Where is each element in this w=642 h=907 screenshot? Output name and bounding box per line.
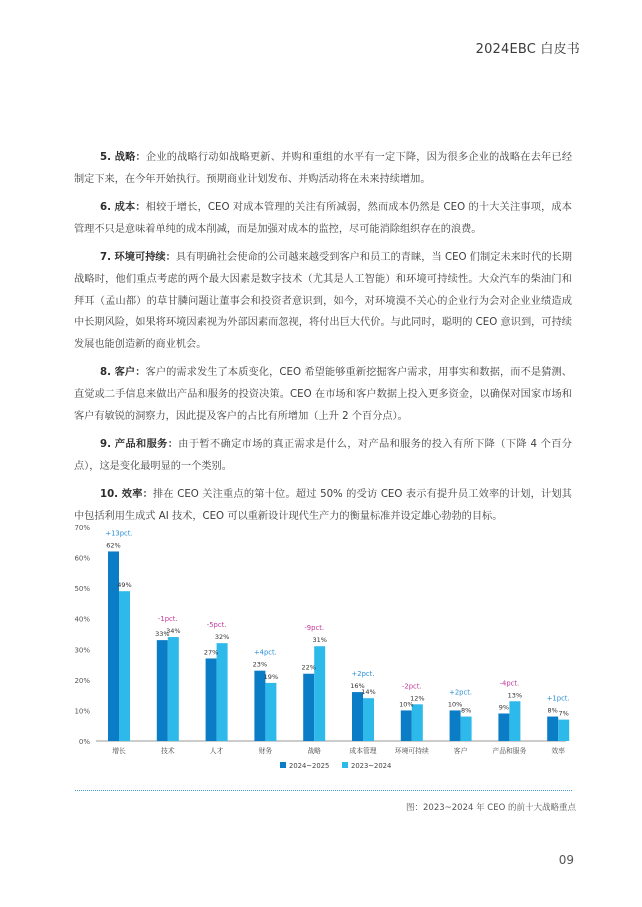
- y-tick-label: 60%: [74, 554, 90, 563]
- data-label-2023-2024: 13%: [507, 691, 523, 700]
- bar-2023-2024: [265, 683, 276, 741]
- data-label-2024-2025: 33%: [155, 630, 170, 639]
- bar-2023-2024: [558, 720, 569, 741]
- bar-2023-2024: [363, 698, 374, 741]
- paragraph-text: 由于暂不确定市场的真正需求是什么，对产品和服务的投入有所下降（下降 4 个百分点），这是变化最明显的一个类别。: [74, 439, 572, 472]
- bar-2024-2025: [352, 692, 363, 741]
- data-label-2023-2024: 34%: [166, 627, 181, 636]
- data-label-2023-2024: 12%: [410, 694, 425, 703]
- paragraph-lead: 10. 效率：: [100, 489, 153, 501]
- bar-2023-2024: [314, 646, 325, 741]
- y-tick-label: 50%: [74, 585, 90, 594]
- paragraph-lead: 8. 客户：: [100, 367, 146, 379]
- bar-2023-2024: [168, 637, 179, 741]
- y-tick-label: 40%: [74, 615, 90, 624]
- paragraph-products: [74, 434, 572, 477]
- data-label-2024-2025: 9%: [498, 703, 510, 712]
- x-tick-label: 技术: [161, 747, 175, 755]
- paragraph-text: 企业的战略行动如战略更新、并购和重组的水平有一定下降，因为很多企业的战略在去年已经制定下来，在今年开始执行。预期商业计划发布、并购活动将在未来持续增加。: [74, 152, 572, 185]
- bar-2024-2025: [254, 671, 265, 741]
- paragraph-sustainability: [74, 247, 572, 355]
- bar-chart: [0, 515, 642, 780]
- y-tick-label: 0%: [78, 738, 90, 746]
- change-label: -1pct.: [157, 615, 178, 624]
- legend-label: 2024~2025: [289, 762, 330, 770]
- data-label-2024-2025: 62%: [106, 541, 121, 550]
- bar-2023-2024: [412, 704, 423, 741]
- change-label: -5pct.: [206, 621, 227, 630]
- paragraph-lead: 5. 战略：: [100, 152, 146, 163]
- change-label: +4pct.: [253, 648, 277, 657]
- x-tick-label: 产品和服务: [492, 747, 527, 755]
- bar-2023-2024: [461, 717, 472, 741]
- divider: [75, 790, 572, 791]
- bar-2023-2024: [509, 701, 520, 741]
- change-label: -4pct.: [499, 679, 520, 688]
- x-tick-label: 财务: [258, 747, 273, 755]
- data-label-2024-2025: 22%: [301, 663, 316, 672]
- y-tick-label: 30%: [74, 646, 90, 655]
- change-label: +13pct.: [105, 529, 133, 538]
- paragraph-text: 具有明确社会使命的公司越来越受到客户和员工的青睐，当 CEO 们制定未来时代的长期战略时，他们重点考虑的两个最大因素是数字技术（尤其是人工智能）和环境可持续性。大众汽车的柴油门和拜耳（孟山都）的草甘膦问题让董事会和投资者意识到，如今，对环境漠不关心的企业行为会对企业业绩造成中长期风险，如果将环境因素视为外部因素而忽视，将付出巨大代价。与此同时，聪明的 CEO 意识到，可持续发展也能创造新的商业机会。: [74, 252, 572, 350]
- data-label-2024-2025: 27%: [203, 648, 219, 657]
- paragraph-lead: 9. 产品和服务：: [100, 439, 179, 451]
- y-tick-label: 20%: [74, 676, 90, 685]
- legend-label: 2023~2024: [351, 762, 392, 770]
- paragraph-text: 相较于增长，CEO 对成本管理的关注有所减弱，然而成本仍然是 CEO 的十大关注事项，成本管理不只是意味着单纯的成本削减，而是加强对成本的监控，尽可能消除组织存在的浪费。: [74, 202, 572, 235]
- data-label-2024-2025: 10%: [447, 700, 463, 709]
- bar-2024-2025: [450, 710, 461, 741]
- data-label-2023-2024: 8%: [460, 706, 472, 715]
- text-block: [74, 147, 572, 538]
- change-label: +2pct.: [449, 688, 473, 697]
- bar-2024-2025: [206, 658, 217, 741]
- data-label-2023-2024: 19%: [263, 672, 279, 681]
- data-label-2024-2025: 10%: [399, 700, 414, 709]
- header-title: 2024EBC 白皮书: [475, 42, 580, 57]
- data-label-2024-2025: 16%: [350, 682, 365, 691]
- bar-2024-2025: [401, 710, 412, 741]
- data-label-2024-2025: 8%: [547, 706, 558, 715]
- legend-swatch: [342, 762, 348, 768]
- legend-swatch: [280, 762, 286, 768]
- data-label-2023-2024: 14%: [361, 688, 376, 697]
- x-tick-label: 战略: [307, 747, 321, 755]
- x-tick-label: 效率: [551, 747, 565, 755]
- page-number: 09: [558, 853, 574, 867]
- paragraph-text: 排在 CEO 关注重点的第十位。超过 50% 的受访 CEO 表示有提升员工效率的计划，计划其中包括利用生成式 AI 技术，CEO 可以重新设计现代生产力的衡量标准并设定雄心勃勃的目标。: [74, 489, 572, 522]
- y-tick-label: 10%: [74, 707, 90, 716]
- x-tick-label: 环境可持续: [394, 747, 429, 755]
- paragraph-cost: [74, 197, 572, 240]
- bar-2023-2024: [119, 591, 130, 741]
- change-label: -2pct.: [401, 682, 422, 691]
- bar-2024-2025: [498, 713, 509, 741]
- data-label-2023-2024: 49%: [117, 581, 132, 590]
- bar-2024-2025: [547, 717, 558, 741]
- change-label: +1pct.: [546, 694, 570, 703]
- change-label: +2pct.: [351, 670, 375, 679]
- bar-2024-2025: [157, 640, 168, 741]
- paragraph-text: 客户的需求发生了本质变化，CEO 希望能够重新挖掘客户需求，用事实和数据，而不是猜测、直觉或二手信息来做出产品和服务的投资决策。CEO 在市场和客户数据上投入更多资金，以确保对国家市场和客户有敏锐的洞察力，因此提及客户的占比有所增加（上升 2 个百分点）。: [74, 367, 572, 422]
- data-label-2023-2024: 32%: [214, 633, 230, 642]
- data-label-2023-2024: 31%: [312, 636, 327, 645]
- paragraph-lead: 6. 成本：: [100, 202, 146, 214]
- x-tick-label: 客户: [453, 747, 468, 755]
- change-label: -9pct.: [304, 624, 325, 633]
- data-label-2023-2024: 7%: [558, 709, 569, 718]
- paragraph-customer: [74, 362, 572, 427]
- x-tick-label: 增长: [112, 747, 126, 755]
- x-tick-label: 人才: [209, 747, 224, 755]
- x-tick-label: 成本管理: [349, 747, 377, 755]
- bar-2023-2024: [217, 643, 228, 741]
- y-tick-label: 70%: [74, 524, 90, 532]
- paragraph-strategy: [74, 147, 572, 190]
- paragraph-lead: 7. 环境可持续：: [100, 252, 176, 264]
- bar-2024-2025: [108, 551, 119, 741]
- bar-2024-2025: [303, 674, 314, 741]
- data-label-2024-2025: 23%: [252, 660, 268, 669]
- chart-caption: 图：2023~2024 年 CEO 的前十大战略重点: [406, 803, 576, 813]
